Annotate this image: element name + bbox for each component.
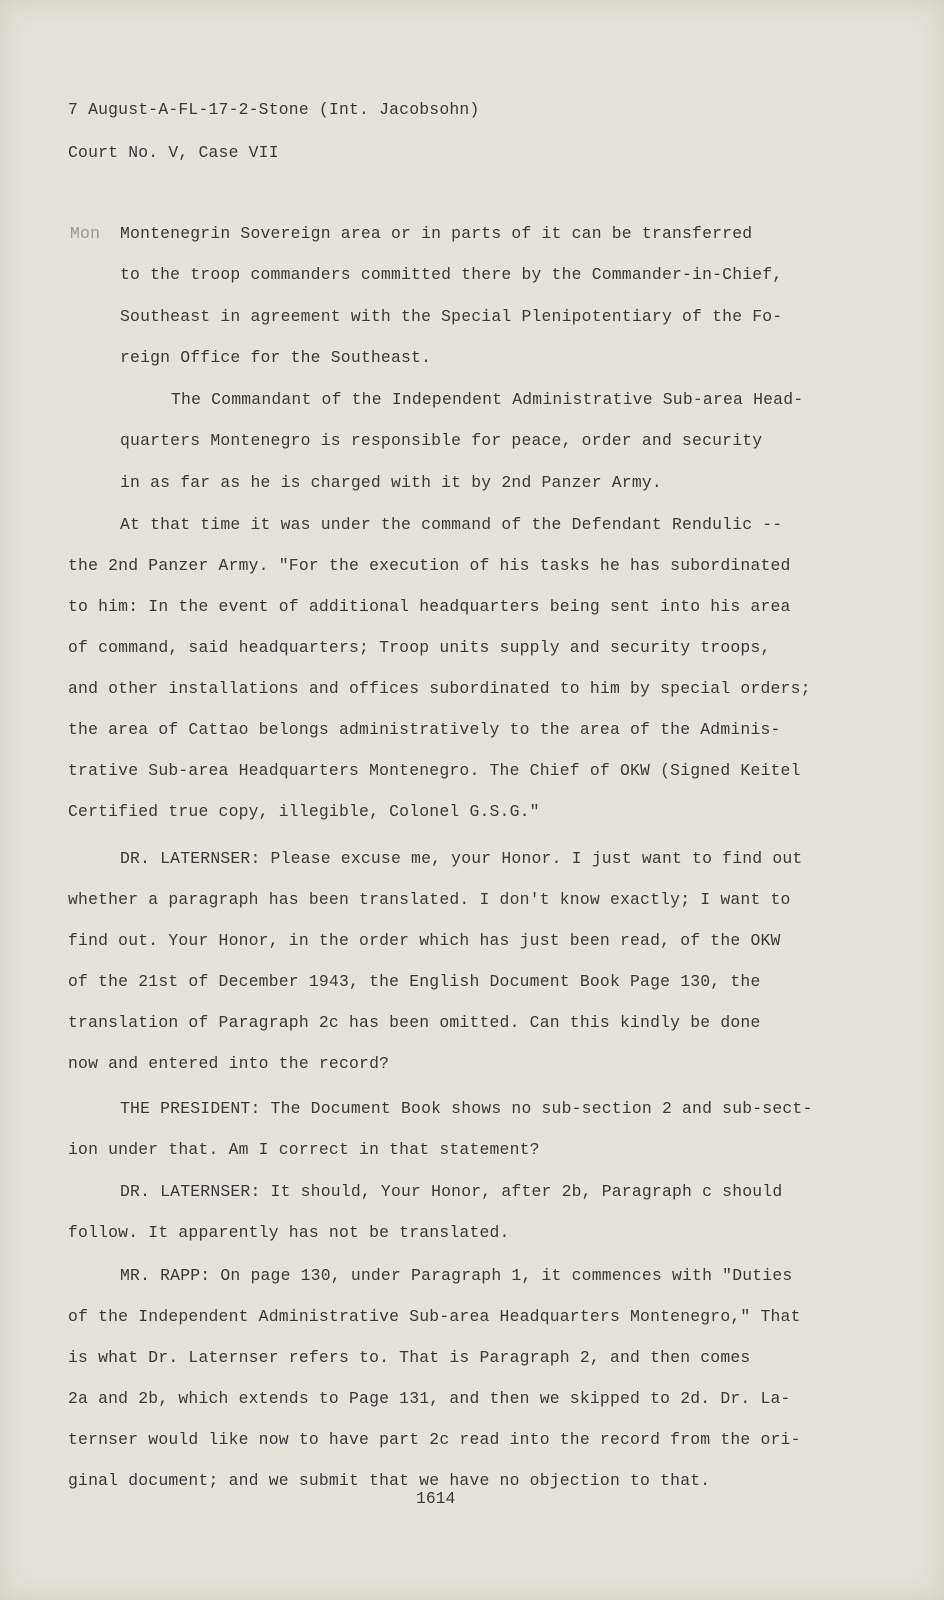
transcript-line: to the troop commanders committed there by the Commander-in-Chief,	[120, 265, 783, 284]
transcript-line: Montenegrin Sovereign area or in parts of it can be transferred	[120, 224, 753, 243]
transcript-line: of the Independent Administrative Sub-area Headquarters Montenegro," That	[68, 1307, 801, 1326]
transcript-line: MR. RAPP: On page 130, under Paragraph 1, it commences with "Duties	[120, 1266, 793, 1285]
transcript-line: in as far as he is charged with it by 2nd Panzer Army.	[120, 473, 662, 492]
document-reference-line: 7 August-A-FL-17-2-Stone (Int. Jacobsohn)	[68, 100, 480, 119]
transcript-line: At that time it was under the command of the Defendant Rendulic --	[120, 515, 783, 534]
transcript-line: find out. Your Honor, in the order which has just been read, of the OKW	[68, 931, 781, 950]
transcript-line: quarters Montenegro is responsible for peace, order and security	[120, 431, 763, 450]
page-number: 1614	[416, 1489, 456, 1508]
transcript-line: translation of Paragraph 2c has been omitted. Can this kindly be done	[68, 1013, 761, 1032]
transcript-line: to him: In the event of additional headquarters being sent into his area	[68, 597, 791, 616]
transcript-line: DR. LATERNSER: Please excuse me, your Honor. I just want to find out	[120, 849, 803, 868]
transcript-line: 2a and 2b, which extends to Page 131, and then we skipped to 2d. Dr. La-	[68, 1389, 791, 1408]
transcript-line: ternser would like now to have part 2c read into the record from the ori-	[68, 1430, 801, 1449]
transcript-line: The Commandant of the Independent Administrative Sub-area Head-	[171, 390, 804, 409]
transcript-line: now and entered into the record?	[68, 1054, 390, 1073]
transcript-line: whether a paragraph has been translated. I don't know exactly; I want to	[68, 890, 791, 909]
transcript-line: ginal document; and we submit that we have no objection to that.	[68, 1471, 711, 1490]
transcript-line: is what Dr. Laternser refers to. That is Paragraph 2, and then comes	[68, 1348, 751, 1367]
transcript-line: and other installations and offices subordinated to him by special orders;	[68, 679, 811, 698]
transcript-line: trative Sub-area Headquarters Montenegro. The Chief of OKW (Signed Keitel	[68, 761, 801, 780]
transcript-line: DR. LATERNSER: It should, Your Honor, after 2b, Paragraph c should	[120, 1182, 783, 1201]
transcript-line: the 2nd Panzer Army. "For the execution of his tasks he has subordinated	[68, 556, 791, 575]
transcript-line: ion under that. Am I correct in that statement?	[68, 1140, 540, 1159]
transcript-line: Certified true copy, illegible, Colonel G.S.G."	[68, 802, 540, 821]
transcript-line: the area of Cattao belongs administratively to the area of the Adminis-	[68, 720, 781, 739]
transcript-line: of the 21st of December 1943, the English Document Book Page 130, the	[68, 972, 761, 991]
transcript-line: Southeast in agreement with the Special Plenipotentiary of the Fo-	[120, 307, 783, 326]
faded-prefix: Mon	[70, 224, 101, 243]
transcript-line: reign Office for the Southeast.	[120, 348, 432, 367]
transcript-line: THE PRESIDENT: The Document Book shows no sub-section 2 and sub-sect-	[120, 1099, 813, 1118]
transcript-line: follow. It apparently has not be translated.	[68, 1223, 510, 1242]
court-case-line: Court No. V, Case VII	[68, 143, 279, 162]
transcript-line: of command, said headquarters; Troop units supply and security troops,	[68, 638, 771, 657]
